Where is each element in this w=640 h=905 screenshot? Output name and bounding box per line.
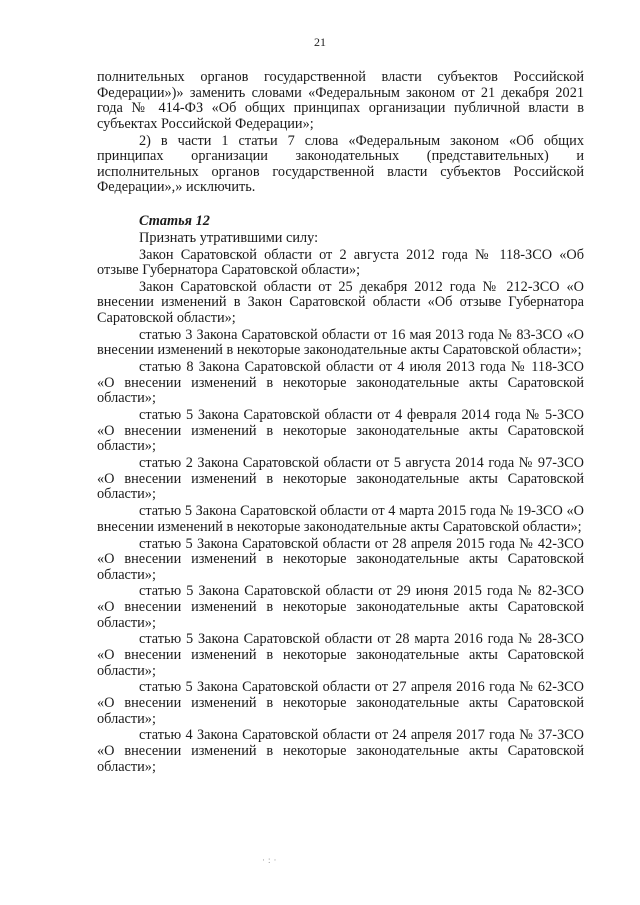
amendment-item-2: 2) в части 1 статьи 7 слова «Федеральным законом «Об общих принципах организации законодательных (представительных) и исполнительных органов государственной власти субъектов Российской Федерации»,» исключить.	[97, 132, 584, 196]
repealed-act-item: статью 8 Закона Саратовской области от 4 июля 2013 года № 118-ЗСО «О внесении изменений в некоторые законодательные акты Саратовской области»;	[97, 359, 584, 407]
repealed-act-item: статью 5 Закона Саратовской области от 28 марта 2016 года № 28-ЗСО «О внесении изменений в некоторые законодательные акты Саратовской области»;	[97, 631, 584, 679]
page-number: 21	[314, 35, 326, 49]
continuation-paragraph: полнительных органов государственной власти субъектов Российской Федерации»)» заменить словами «Федеральным законом от 21 декабря 2021 года № 414-ФЗ «Об общих принципах организации публичной власти в субъектах Российской Федерации»;	[97, 69, 584, 132]
repealed-act-item: статью 5 Закона Саратовской области от 29 июня 2015 года № 82-ЗСО «О внесении изменений в некоторые законодательные акты Саратовской области»;	[97, 583, 584, 631]
repealed-act-item: Закон Саратовской области от 25 декабря 2012 года № 212-ЗСО «О внесении изменений в Закон Саратовской области «Об отзыве Губернатора Саратовской области»;	[97, 278, 584, 327]
article-heading: Статья 12	[139, 212, 210, 229]
repealed-act-item: статью 4 Закона Саратовской области от 24 апреля 2017 года № 37-ЗСО «О внесении изменений в некоторые законодательные акты Саратовской области»;	[97, 727, 584, 775]
repealed-act-item: статью 3 Закона Саратовской области от 16 мая 2013 года № 83-ЗСО «О внесении изменений в некоторые законодательные акты Саратовской области»;	[97, 326, 584, 359]
repealed-acts-list	[97, 248, 584, 776]
repealed-act-item: статью 5 Закона Саратовской области от 4 марта 2015 года № 19-ЗСО «О внесении изменений в некоторые законодательные акты Саратовской области»;	[97, 503, 584, 535]
article-intro: Признать утратившими силу:	[139, 229, 319, 246]
repealed-act-item: статью 5 Закона Саратовской области от 28 апреля 2015 года № 42-ЗСО «О внесении изменений в некоторые законодательные акты Саратовской области»;	[97, 535, 584, 583]
repealed-act-item: статью 2 Закона Саратовской области от 5 августа 2014 года № 97-ЗСО «О внесении изменений в некоторые законодательные акты Саратовской области»;	[97, 455, 584, 503]
repealed-act-item: статью 5 Закона Саратовской области от 27 апреля 2016 года № 62-ЗСО «О внесении изменений в некоторые законодательные акты Саратовской области»;	[97, 679, 584, 727]
repealed-act-item: статью 5 Закона Саратовской области от 4 февраля 2014 года № 5-ЗСО «О внесении изменений в некоторые законодательные акты Саратовской области»;	[97, 407, 584, 455]
document-body	[97, 70, 584, 775]
repealed-act-item: Закон Саратовской области от 2 августа 2012 года № 118-ЗСО «Об отзыве Губернатора Саратовской области»;	[97, 246, 584, 279]
scan-artifact: ·:·	[262, 855, 280, 865]
